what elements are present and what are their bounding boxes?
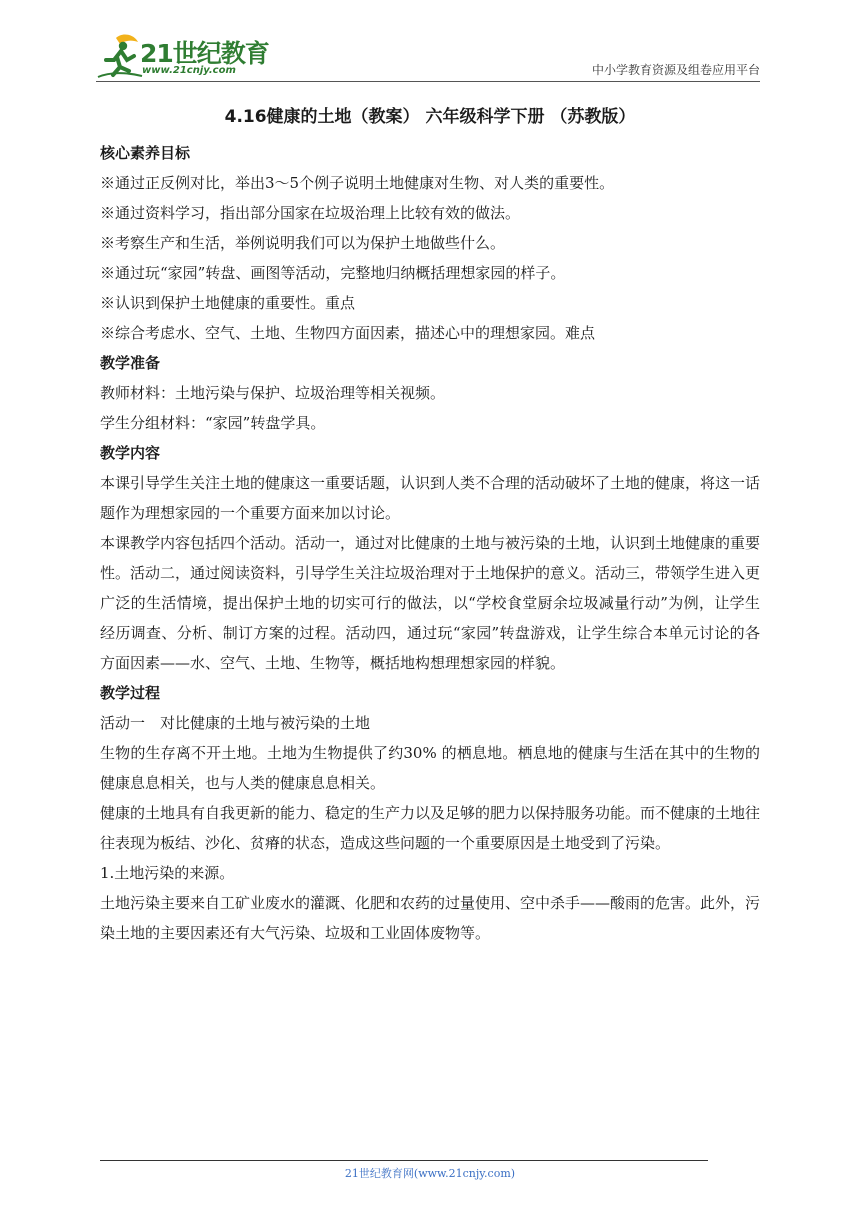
logo-text: 21世纪教育 bbox=[140, 39, 269, 68]
paragraph: 健康的土地具有自我更新的能力、稳定的生产力以及足够的肥力以保持服务功能。而不健康的土地往往表现为板结、沙化、贫瘠的状态，造成这些问题的一个重要原因是土地受到了污染。 bbox=[100, 804, 761, 852]
paragraph: ※认识到保护土地健康的重要性。重点 bbox=[100, 294, 356, 312]
paragraph: 土地污染主要来自工矿业废水的灌溉、化肥和农药的过量使用、空中杀手——酸雨的危害。此外，污染土地的主要因素还有大气污染、垃圾和工业固体废物等。 bbox=[100, 894, 761, 942]
document-body bbox=[100, 104, 760, 948]
footer-divider bbox=[100, 1160, 708, 1161]
platform-name: 中小学教育资源及组卷应用平台 bbox=[591, 63, 760, 77]
runner-logo-icon bbox=[96, 30, 144, 80]
section-heading: 教学过程 bbox=[100, 684, 161, 702]
paragraph: 本课教学内容包括四个活动。活动一，通过对比健康的土地与被污染的土地，认识到土地健康的重要性。活动二，通过阅读资料，引导学生关注垃圾治理对于土地保护的意义。活动三，带领学生进入更广泛的生活情境，提出保护土地的切实可行的做法，以“学校食堂厨余垃圾减量行动”为例，让学生经历调查、分析、制订方案的过程。活动四，通过玩“家园”转盘游戏，让学生综合本单元讨论的各方面因素——水、空气、土地、生物等，概括地构想理想家园的样貌。 bbox=[100, 534, 761, 672]
paragraph: ※通过资料学习，指出部分国家在垃圾治理上比较有效的做法。 bbox=[100, 204, 521, 222]
page-title: 4.16健康的土地（教案） 六年级科学下册 （苏教版） bbox=[224, 107, 636, 127]
paragraph: 1.土地污染的来源。 bbox=[100, 864, 235, 882]
paragraph: ※综合考虑水、空气、土地、生物四方面因素，描述心中的理想家园。难点 bbox=[100, 324, 596, 342]
document-content bbox=[100, 138, 760, 948]
paragraph: 生物的生存离不开土地。土地为生物提供了约30% 的栖息地。栖息地的健康与生活在其中的生物的健康息息相关，也与人类的健康息息相关。 bbox=[100, 744, 760, 792]
paragraph: ※通过玩“家园”转盘、画图等活动，完整地归纳概括理想家园的样子。 bbox=[100, 264, 566, 282]
logo-url: www.21cnjy.com bbox=[142, 65, 236, 76]
paragraph: 教师材料：土地污染与保护、垃圾治理等相关视频。 bbox=[100, 384, 446, 402]
paragraph: 本课引导学生关注土地的健康这一重要话题，认识到人类不合理的活动破坏了土地的健康，将这一话题作为理想家园的一个重要方面来加以讨论。 bbox=[100, 474, 761, 522]
paragraph: ※考察生产和生活，举例说明我们可以为保护土地做些什么。 bbox=[100, 234, 506, 252]
paragraph: ※通过正反例对比，举出3～5个例子说明土地健康对生物、对人类的重要性。 bbox=[100, 174, 615, 192]
paragraph: 学生分组材料：“家园”转盘学具。 bbox=[100, 414, 326, 432]
page-header bbox=[96, 28, 760, 82]
paragraph: 活动一 对比健康的土地与被污染的土地 bbox=[100, 714, 371, 732]
section-heading: 教学内容 bbox=[100, 444, 161, 462]
section-heading: 教学准备 bbox=[100, 354, 161, 372]
section-heading: 核心素养目标 bbox=[100, 144, 191, 162]
site-logo[interactable] bbox=[96, 28, 296, 82]
footer-link[interactable]: 21世纪教育网(www.21cnjy.com) bbox=[344, 1167, 516, 1180]
header-divider bbox=[96, 81, 760, 82]
